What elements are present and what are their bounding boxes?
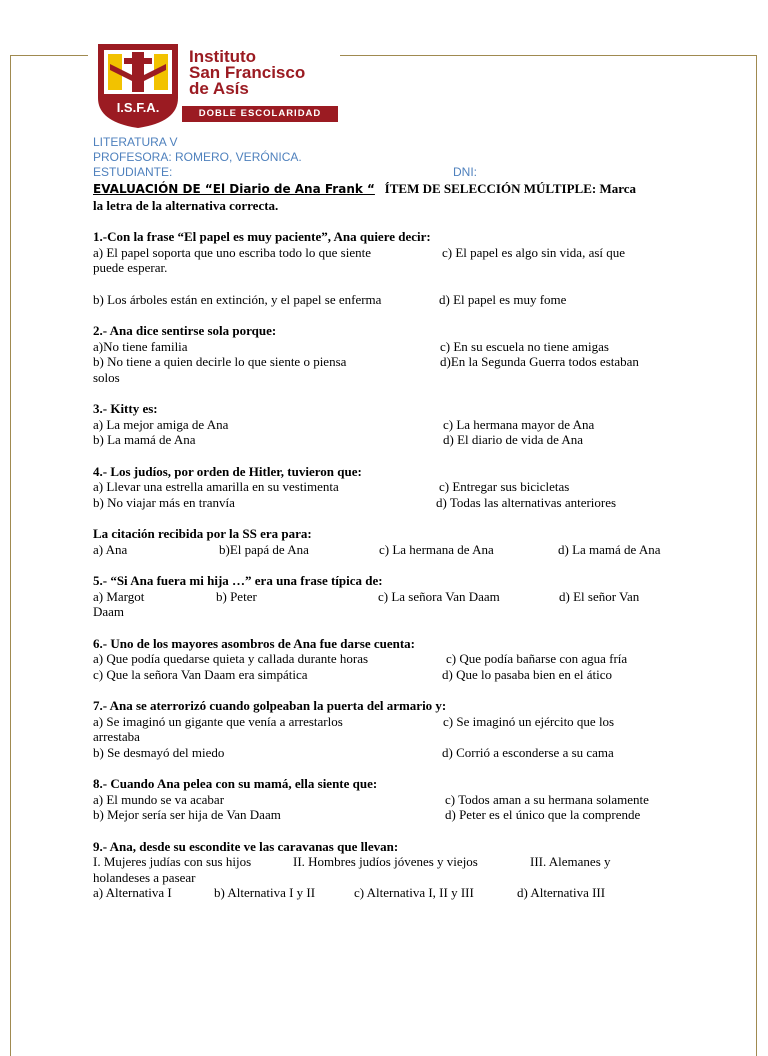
option-d[interactable]: d) Alternativa III <box>517 885 606 900</box>
school-logo <box>94 42 339 130</box>
option-a[interactable]: a) Llevar una estrella amarilla en su vestimenta <box>93 479 339 494</box>
option-b[interactable]: b) Los árboles están en extinción, y el papel se enferma <box>93 291 382 307</box>
option-d[interactable]: d) Corrió a esconderse a su cama <box>442 744 614 760</box>
option-a[interactable]: a) Se imaginó un gigante que venía a arrestarlos <box>93 713 343 729</box>
option-d[interactable]: d) El diario de vida de Ana <box>443 432 584 447</box>
option-b[interactable]: b) Peter <box>216 588 257 604</box>
option-d-cont: solos <box>93 369 120 385</box>
option-d[interactable]: d) La mamá de Ana <box>558 541 661 557</box>
option-d[interactable]: d)En la Segunda Guerra todos estaban <box>440 354 639 369</box>
option-a-cont: puede esperar. <box>93 260 168 275</box>
option-a[interactable]: a) La mejor amiga de Ana <box>93 416 229 432</box>
option-c[interactable]: c) Entregar sus bicicletas <box>439 479 570 494</box>
question-5 <box>93 573 673 620</box>
question-text: 9.- Ana, desde su escondite ve las caravanas que llevan: <box>93 838 399 854</box>
option-c[interactable]: c) La señora Van Daam <box>378 588 500 604</box>
option-d[interactable]: d) El señor Van <box>559 588 640 604</box>
statement-iii-cont: holandeses a pasear <box>93 869 196 885</box>
option-c[interactable]: c) El papel es algo sin vida, así que <box>442 244 626 260</box>
option-b[interactable]: b) Se desmayó del miedo <box>93 744 225 760</box>
option-c[interactable]: c) Todos aman a su hermana solamente <box>445 791 649 807</box>
instruction-text-2: la letra de la alternativa correcta. <box>93 197 279 213</box>
subject-label: LITERATURA V <box>93 135 178 149</box>
exam-body <box>93 181 673 901</box>
logo-banner: DOBLE ESCOLARIDAD <box>182 106 338 122</box>
option-d-cont: Daam <box>93 604 125 619</box>
question-text: 8.- Cuando Ana pelea con su mamá, ella siente que: <box>93 776 378 791</box>
option-b[interactable]: c) Que la señora Van Daam era simpática <box>93 666 308 682</box>
option-c[interactable]: c) En su escuela no tiene amigas <box>440 338 609 354</box>
svg-text:I.S.F.A.: I.S.F.A. <box>116 100 160 115</box>
question-7 <box>93 698 673 760</box>
option-a[interactable]: a) El papel soporta que uno escriba todo lo que siente <box>93 244 371 260</box>
instruction-text: ÍTEM DE SELECCIÓN MÚLTIPLE: Marca <box>384 181 637 196</box>
question-text: 6.- Uno de los mayores asombros de Ana fue darse cuenta: <box>93 635 415 651</box>
statement-iii: III. Alemanes y <box>530 854 611 869</box>
question-6 <box>93 636 673 683</box>
question-3 <box>93 401 673 448</box>
option-c[interactable]: c) La hermana mayor de Ana <box>443 416 595 432</box>
question-text: 1.-Con la frase “El papel es muy paciente”, Ana quiere decir: <box>93 229 431 244</box>
option-b[interactable]: b) No tiene a quien decirle lo que siente o piensa <box>93 354 347 369</box>
dni-label: DNI: <box>453 165 477 179</box>
school-name-line2: San Francisco <box>189 63 306 82</box>
student-label: ESTUDIANTE: <box>93 165 173 179</box>
question-1 <box>93 229 673 307</box>
question-ss <box>93 526 673 557</box>
school-name-line3: de Asís <box>189 79 249 98</box>
teacher-label: PROFESORA: ROMERO, VERÓNICA. <box>93 150 302 164</box>
option-c[interactable]: c) Se imaginó un ejército que los <box>443 713 615 729</box>
school-name-line1: Instituto <box>189 47 257 66</box>
option-b[interactable]: b)El papá de Ana <box>219 541 309 557</box>
option-b[interactable]: b) Alternativa I y II <box>214 885 316 900</box>
question-text: 5.- “Si Ana fuera mi hija …” era una frase típica de: <box>93 573 383 588</box>
question-2 <box>93 323 673 385</box>
option-c[interactable]: c) La hermana de Ana <box>379 541 494 557</box>
school-shield-icon <box>94 42 182 130</box>
option-c[interactable]: c) Que podía bañarse con agua fría <box>446 651 628 666</box>
evaluation-title: EVALUACIÓN DE “El Diario de Ana Frank “ <box>93 182 375 196</box>
question-text: 4.- Los judíos, por orden de Hitler, tuvieron que: <box>93 463 362 479</box>
question-text: 2.- Ana dice sentirse sola porque: <box>93 323 277 338</box>
option-a[interactable]: a) El mundo se va acabar <box>93 791 225 807</box>
option-a[interactable]: a)No tiene familia <box>93 338 188 354</box>
option-d[interactable]: d) Peter es el único que la comprende <box>445 807 641 822</box>
question-9 <box>93 839 673 901</box>
option-a[interactable]: a) Alternativa I <box>93 885 172 900</box>
question-text: 7.- Ana se aterrorizó cuando golpeaban la puerta del armario y: <box>93 698 447 713</box>
question-4 <box>93 464 673 511</box>
question-text: La citación recibida por la SS era para: <box>93 526 312 541</box>
option-d[interactable]: d) Todas las alternativas anteriores <box>436 494 617 510</box>
question-8 <box>93 776 673 823</box>
option-b[interactable]: b) No viajar más en tranvía <box>93 494 235 510</box>
question-text: 3.- Kitty es: <box>93 401 158 416</box>
option-c[interactable]: c) Alternativa I, II y III <box>354 885 474 900</box>
option-c-cont: arrestaba <box>93 729 140 744</box>
school-name <box>189 49 305 97</box>
option-a[interactable]: a) Margot <box>93 588 145 604</box>
option-a[interactable]: a) Ana <box>93 541 128 557</box>
option-a[interactable]: a) Que podía quedarse quieta y callada durante horas <box>93 651 369 666</box>
statement-ii: II. Hombres judíos jóvenes y viejos <box>293 854 478 869</box>
option-d[interactable]: d) Que lo pasaba bien en el ático <box>442 666 613 682</box>
exam-title <box>93 181 673 198</box>
option-b[interactable]: b) La mamá de Ana <box>93 432 196 447</box>
option-d[interactable]: d) El papel es muy fome <box>439 291 567 307</box>
statement-i: I. Mujeres judías con sus hijos <box>93 854 252 869</box>
option-b[interactable]: b) Mejor sería ser hija de Van Daam <box>93 807 281 822</box>
